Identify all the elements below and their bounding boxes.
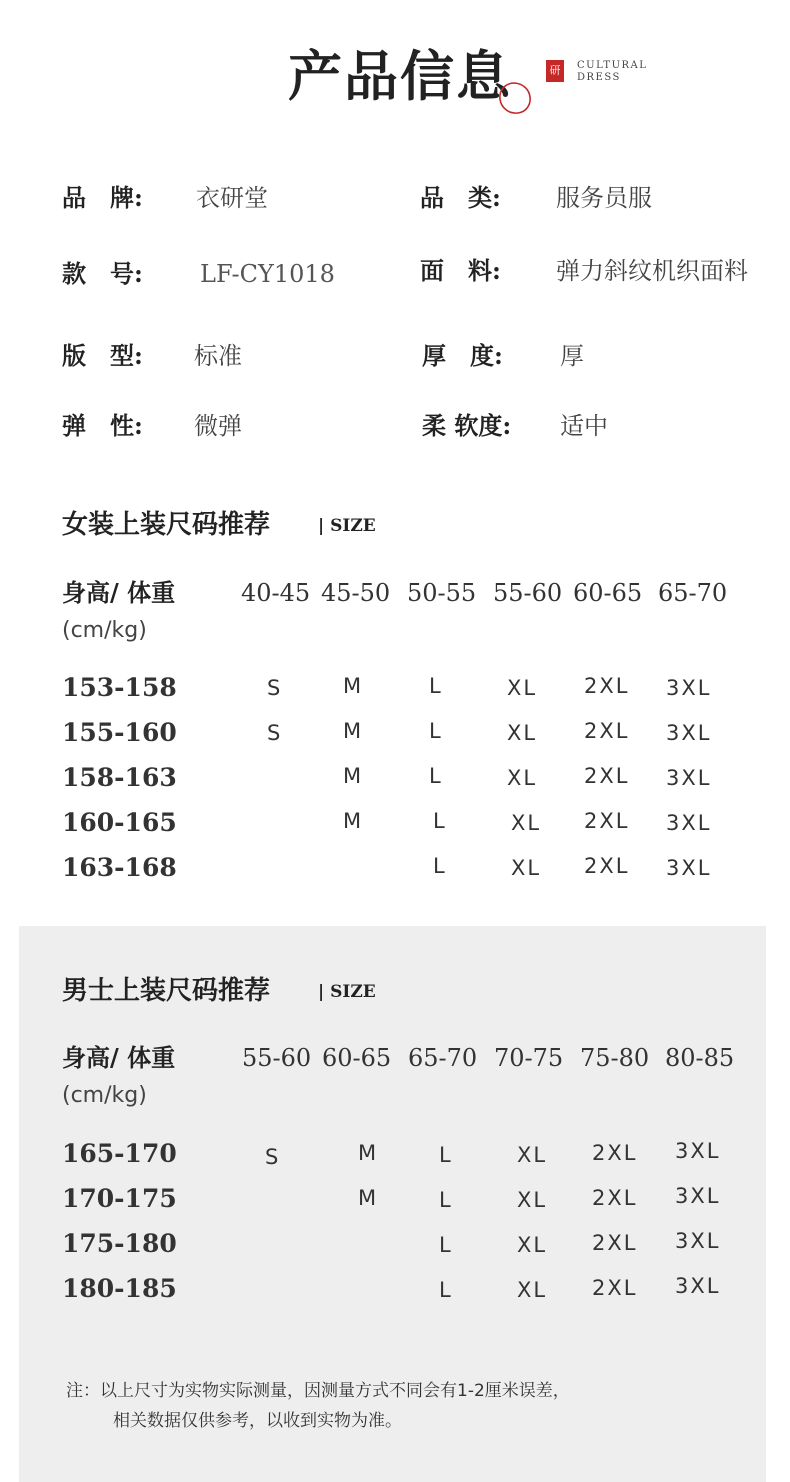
men-size-tag-text: SIZE	[330, 982, 376, 1002]
women-size-cell: L	[433, 809, 447, 833]
women-row-height: 155-160	[62, 718, 177, 747]
info-label-brand: 品 牌:	[62, 183, 143, 212]
women-col-head: 45-50	[321, 579, 391, 607]
men-size-cell: S	[265, 1145, 281, 1169]
women-col-head: 65-70	[658, 579, 728, 607]
women-size-tag: | SIZE	[318, 516, 376, 536]
info-label-model: 款 号:	[62, 259, 143, 288]
women-size-cell: 2XL	[584, 809, 630, 833]
men-size-cell: 2XL	[592, 1231, 638, 1255]
men-size-cell: 3XL	[675, 1139, 721, 1163]
women-size-cell: 3XL	[666, 766, 712, 790]
women-row-height: 160-165	[62, 808, 177, 837]
women-col-head: 60-65	[573, 579, 643, 607]
men-size-cell: 3XL	[675, 1229, 721, 1253]
men-size-cell: M	[358, 1141, 379, 1165]
men-col-head: 70-75	[494, 1044, 564, 1072]
men-col-head: 60-65	[322, 1044, 392, 1072]
women-size-cell: 2XL	[584, 719, 630, 743]
women-size-cell: L	[429, 719, 443, 743]
note-line1: 注：以上尺寸为实物实际测量，因测量方式不同会有1-2厘米误差，	[66, 1381, 570, 1401]
brush-circle-decoration	[497, 80, 533, 116]
info-value-fit: 标准	[194, 342, 242, 370]
men-col-head: 65-70	[408, 1044, 478, 1072]
women-section-title: 女装上装尺码推荐	[62, 510, 271, 540]
info-value-elasticity: 微弹	[194, 412, 242, 440]
women-size-cell: S	[267, 676, 283, 700]
women-size-cell: L	[429, 674, 443, 698]
men-size-cell: 2XL	[592, 1141, 638, 1165]
info-label-softness: 柔 软度:	[422, 411, 512, 440]
men-size-cell: L	[439, 1278, 453, 1302]
info-label-fabric: 面 料:	[420, 256, 501, 285]
women-size-cell: M	[343, 719, 364, 743]
women-unit-label: (cm/kg)	[62, 618, 147, 643]
women-size-cell: L	[429, 764, 443, 788]
info-label-thickness: 厚 度:	[422, 341, 503, 370]
info-label-fit: 版 型:	[62, 341, 143, 370]
women-size-cell: XL	[507, 721, 538, 745]
women-size-cell: 3XL	[666, 856, 712, 880]
info-label-category: 品 类:	[420, 183, 501, 212]
women-size-cell: XL	[511, 811, 542, 835]
men-unit-label: (cm/kg)	[62, 1083, 147, 1108]
men-size-cell: XL	[517, 1233, 548, 1257]
info-value-brand: 衣研堂	[196, 184, 268, 212]
men-col-head: 55-60	[242, 1044, 312, 1072]
men-size-cell: XL	[517, 1143, 548, 1167]
brand-english-line1: CULTURAL	[577, 60, 648, 71]
info-value-category: 服务员服	[556, 184, 652, 212]
men-size-tag: | SIZE	[318, 982, 376, 1002]
women-col-head: 40-45	[241, 579, 311, 607]
men-size-cell: XL	[517, 1278, 548, 1302]
women-size-cell: M	[343, 674, 364, 698]
men-size-cell: XL	[517, 1188, 548, 1212]
women-col-head: 55-60	[493, 579, 563, 607]
men-head-label: 身高/ 体重	[62, 1043, 176, 1072]
page-title: 产品信息	[288, 44, 512, 108]
women-row-height: 153-158	[62, 673, 177, 702]
info-value-softness: 适中	[560, 412, 608, 440]
men-row-height: 165-170	[62, 1139, 177, 1168]
men-section-title: 男士上装尺码推荐	[62, 976, 271, 1006]
men-size-cell: M	[358, 1186, 379, 1210]
women-size-cell: L	[433, 854, 447, 878]
men-size-cell: 2XL	[592, 1276, 638, 1300]
men-size-cell: L	[439, 1188, 453, 1212]
men-size-cell: 3XL	[675, 1274, 721, 1298]
women-head-label: 身高/ 体重	[62, 578, 176, 607]
men-size-cell: 3XL	[675, 1184, 721, 1208]
info-value-fabric: 弹力斜纹机织面料	[556, 257, 748, 285]
women-size-cell: 3XL	[666, 676, 712, 700]
info-label-elasticity: 弹 性:	[62, 411, 143, 440]
men-size-cell: L	[439, 1233, 453, 1257]
women-size-cell: XL	[511, 856, 542, 880]
men-size-cell: 2XL	[592, 1186, 638, 1210]
women-size-cell: M	[343, 764, 364, 788]
info-value-thickness: 厚	[560, 342, 584, 370]
women-size-tag-text: SIZE	[330, 516, 376, 536]
women-size-cell: 2XL	[584, 674, 630, 698]
women-size-cell: 2XL	[584, 764, 630, 788]
women-size-cell: 2XL	[584, 854, 630, 878]
women-size-cell: XL	[507, 676, 538, 700]
women-size-cell: M	[343, 809, 364, 833]
women-size-cell: 3XL	[666, 811, 712, 835]
brand-english-line2: DRESS	[577, 72, 621, 83]
men-row-height: 180-185	[62, 1274, 177, 1303]
women-row-height: 163-168	[62, 853, 177, 882]
info-value-model: LF-CY1018	[200, 260, 335, 288]
women-size-cell: XL	[507, 766, 538, 790]
brand-seal-icon: 研	[546, 60, 564, 82]
men-row-height: 175-180	[62, 1229, 177, 1258]
women-size-cell: 3XL	[666, 721, 712, 745]
women-size-cell: S	[267, 721, 283, 745]
note-line2: 相关数据仅供参考，以收到实物为准。	[113, 1411, 402, 1431]
women-col-head: 50-55	[407, 579, 477, 607]
men-row-height: 170-175	[62, 1184, 177, 1213]
men-col-head: 75-80	[580, 1044, 650, 1072]
men-size-cell: L	[439, 1143, 453, 1167]
men-col-head: 80-85	[665, 1044, 735, 1072]
women-row-height: 158-163	[62, 763, 177, 792]
